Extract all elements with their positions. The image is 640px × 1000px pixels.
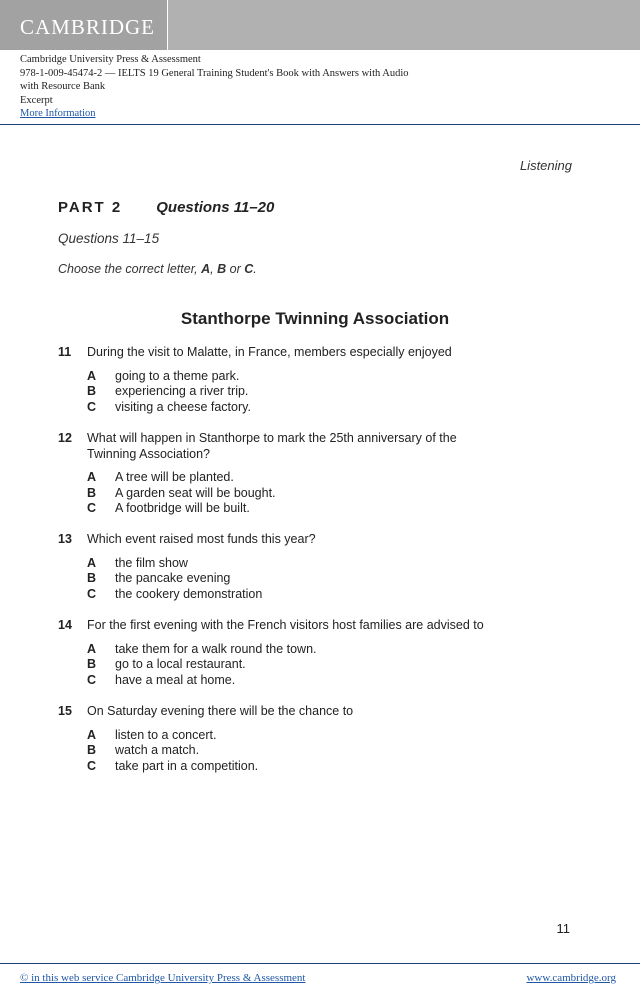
option-letter: A (87, 555, 97, 570)
instruction-separator: , (210, 262, 218, 276)
option-c (87, 759, 538, 775)
question-number: 11 (58, 345, 72, 359)
option-letter: C (87, 399, 97, 414)
question-number: 13 (58, 532, 72, 546)
question-stem: During the visit to Malatte, in France, members especially enjoyed (87, 345, 452, 359)
header-divider (0, 124, 640, 125)
question-stem: What will happen in Stanthorpe to mark the 25th anniversary of the Twinning Association? (87, 431, 457, 461)
instruction-letter-c: C (244, 262, 254, 276)
question-stem: Which event raised most funds this year? (87, 532, 316, 546)
option-list (87, 470, 538, 517)
instruction-end: . (253, 262, 257, 276)
option-b (87, 657, 538, 673)
option-letter: A (87, 368, 97, 383)
question-15 (58, 704, 538, 774)
option-a (87, 470, 538, 486)
option-c (87, 673, 538, 689)
question-13 (58, 532, 538, 602)
option-c (87, 501, 538, 517)
cambridge-logo: CAMBRIDGE (20, 15, 156, 39)
part-label: PART 2 (58, 199, 123, 216)
part-questions-range: Questions 11–20 (156, 199, 275, 216)
copyright-link[interactable]: © in this web service Cambridge University Press & Assessment (20, 972, 306, 984)
option-text: watch a match. (115, 743, 200, 757)
option-letter: C (87, 501, 97, 515)
question-12 (58, 431, 538, 517)
option-text: listen to a concert. (115, 727, 217, 742)
isbn-line: 978-1-009-45474-2 — IELTS 19 General Training Student's Book with Answers with Audio (20, 67, 409, 79)
footer-divider (0, 963, 640, 964)
question-number: 12 (58, 431, 72, 445)
section-label: Listening (519, 158, 572, 173)
option-a (87, 556, 538, 572)
option-letter: B (87, 571, 97, 585)
option-c (87, 587, 538, 603)
option-letter: B (87, 485, 97, 500)
publisher-line: Cambridge University Press & Assessment (20, 54, 201, 65)
option-letter: B (87, 384, 97, 398)
option-letter: A (87, 641, 97, 656)
option-text: A tree will be planted. (115, 470, 234, 484)
question-stem: On Saturday evening there will be the chance to (87, 704, 354, 718)
option-text: have a meal at home. (115, 672, 236, 687)
option-c (87, 400, 538, 416)
option-text: take them for a walk round the town. (115, 641, 317, 656)
option-list (87, 369, 538, 416)
option-letter: C (87, 672, 97, 687)
option-text: the film show (115, 555, 188, 570)
excerpt-label: Excerpt (20, 94, 53, 106)
option-text: experiencing a river trip. (115, 384, 249, 398)
instruction-letter-b: B (217, 262, 227, 276)
option-text: take part in a competition. (115, 758, 259, 773)
option-text: the pancake evening (115, 571, 231, 585)
option-letter: A (87, 727, 97, 742)
option-a (87, 728, 538, 744)
question-number: 14 (58, 618, 72, 632)
option-text: A garden seat will be bought. (115, 485, 276, 500)
option-list (87, 728, 538, 775)
option-letter: A (87, 470, 97, 484)
option-b (87, 486, 538, 502)
page-number: 11 (556, 921, 570, 936)
question-11 (58, 345, 538, 415)
option-list (87, 556, 538, 603)
option-letter: C (87, 586, 97, 601)
brand-logo-box (0, 0, 168, 50)
isbn-line-continued: with Resource Bank (20, 81, 106, 93)
option-b (87, 571, 538, 587)
option-a (87, 369, 538, 385)
question-stem: For the first evening with the French visitors host families are advised to (87, 618, 484, 632)
instruction-prefix: Choose the correct letter, (58, 262, 202, 276)
option-a (87, 642, 538, 658)
option-text: the cookery demonstration (115, 586, 263, 601)
book-metadata (20, 53, 620, 121)
instruction-letter-a: A (201, 262, 211, 276)
section-title: Stanthorpe Twinning Association (180, 309, 450, 328)
cambridge-site-link[interactable]: www.cambridge.org (526, 972, 616, 984)
option-letter: C (87, 758, 97, 773)
option-text: A footbridge will be built. (115, 501, 250, 515)
option-text: going to a theme park. (115, 368, 240, 383)
question-14 (58, 618, 538, 688)
brand-bar (0, 0, 640, 50)
questions-subheading: Questions 11–15 (58, 231, 160, 246)
part-heading (58, 199, 274, 216)
option-letter: B (87, 743, 97, 757)
option-list (87, 642, 538, 689)
option-text: go to a local restaurant. (115, 657, 246, 671)
option-letter: B (87, 657, 97, 671)
option-b (87, 743, 538, 759)
option-text: visiting a cheese factory. (115, 399, 251, 414)
more-information-link[interactable]: More Information (20, 108, 96, 120)
question-number: 15 (58, 704, 72, 718)
option-b (87, 384, 538, 400)
instruction-text (58, 262, 257, 276)
instruction-or: or (226, 262, 245, 276)
